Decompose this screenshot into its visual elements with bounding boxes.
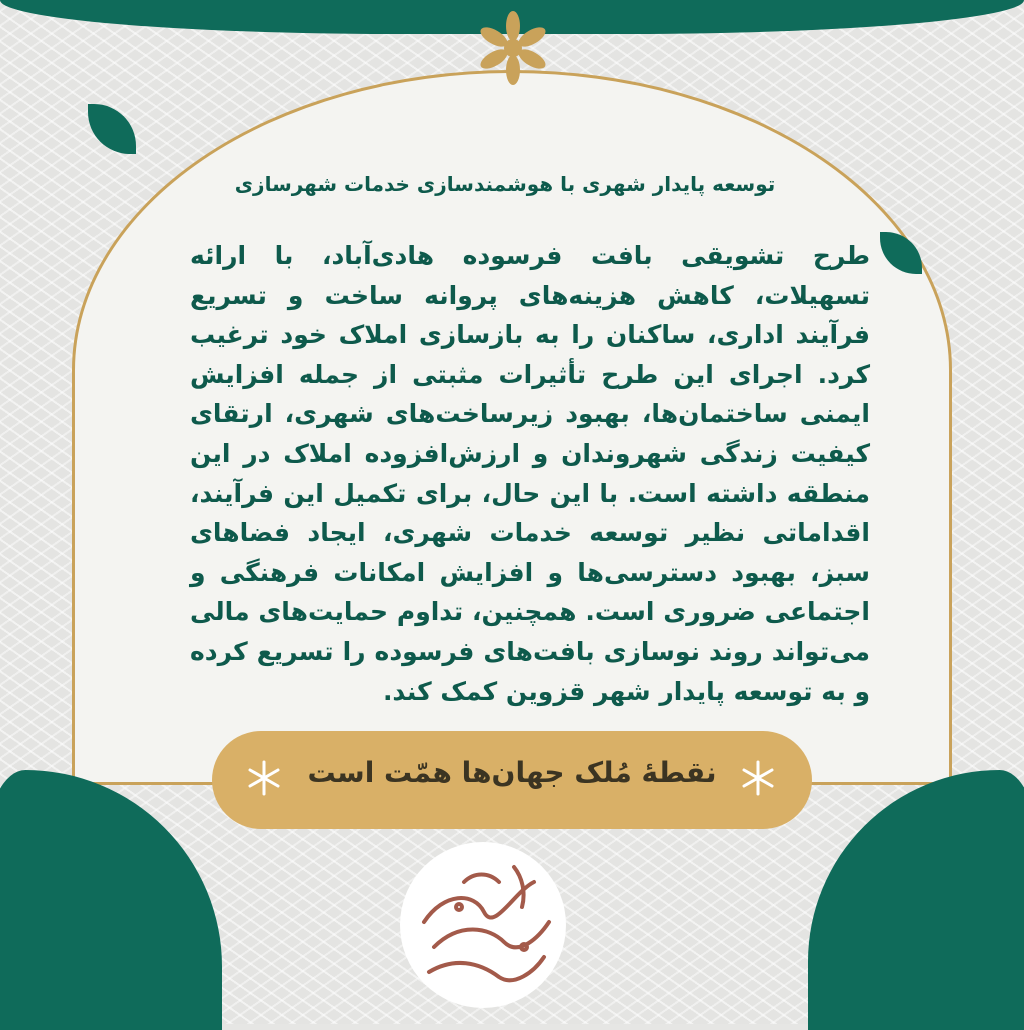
signature-logo-icon — [404, 852, 564, 1002]
post-subtitle: توسعه پایدار شهری با هوشمندسازی خدمات شهرسازی — [234, 172, 776, 196]
snowflake-icon — [738, 758, 778, 798]
post-body-text: طرح تشویقی بافت فرسوده هادی‌آباد، با ارائه تسهیلات، کاهش هزینه‌های پروانه ساخت و تسریع فرآیند اداری، ساکنان را به بازسازی املاک خود ترغیب کرد. اجرای این طرح تأثیرات مثبتی از جمله افزایش ایمنی ساختمان‌ها، بهبود زیرساخت‌های شهری، ارتقای کیفیت زندگی شهروندان و ارزش‌افزوده املاک در این منطقه داشته است. با این حال، برای تکمیل این فرآیند، اقداماتی نظیر توسعه خدمات شهری، ایجاد فضاهای سبز، بهبود دسترسی‌ها و افزایش امکانات فرهنگی و اجتماعی ضروری است. همچنین، تداوم حمایت‌های مالی می‌تواند روند نوسازی بافت‌های فرسوده را تسریع کرده و به توسعه پایدار شهر قزوین کمک کند. — [190, 241, 870, 706]
motto-text: نقطهٔ مُلک جهان‌ها همّت است — [307, 756, 717, 789]
flower-ornament-icon — [468, 6, 558, 96]
